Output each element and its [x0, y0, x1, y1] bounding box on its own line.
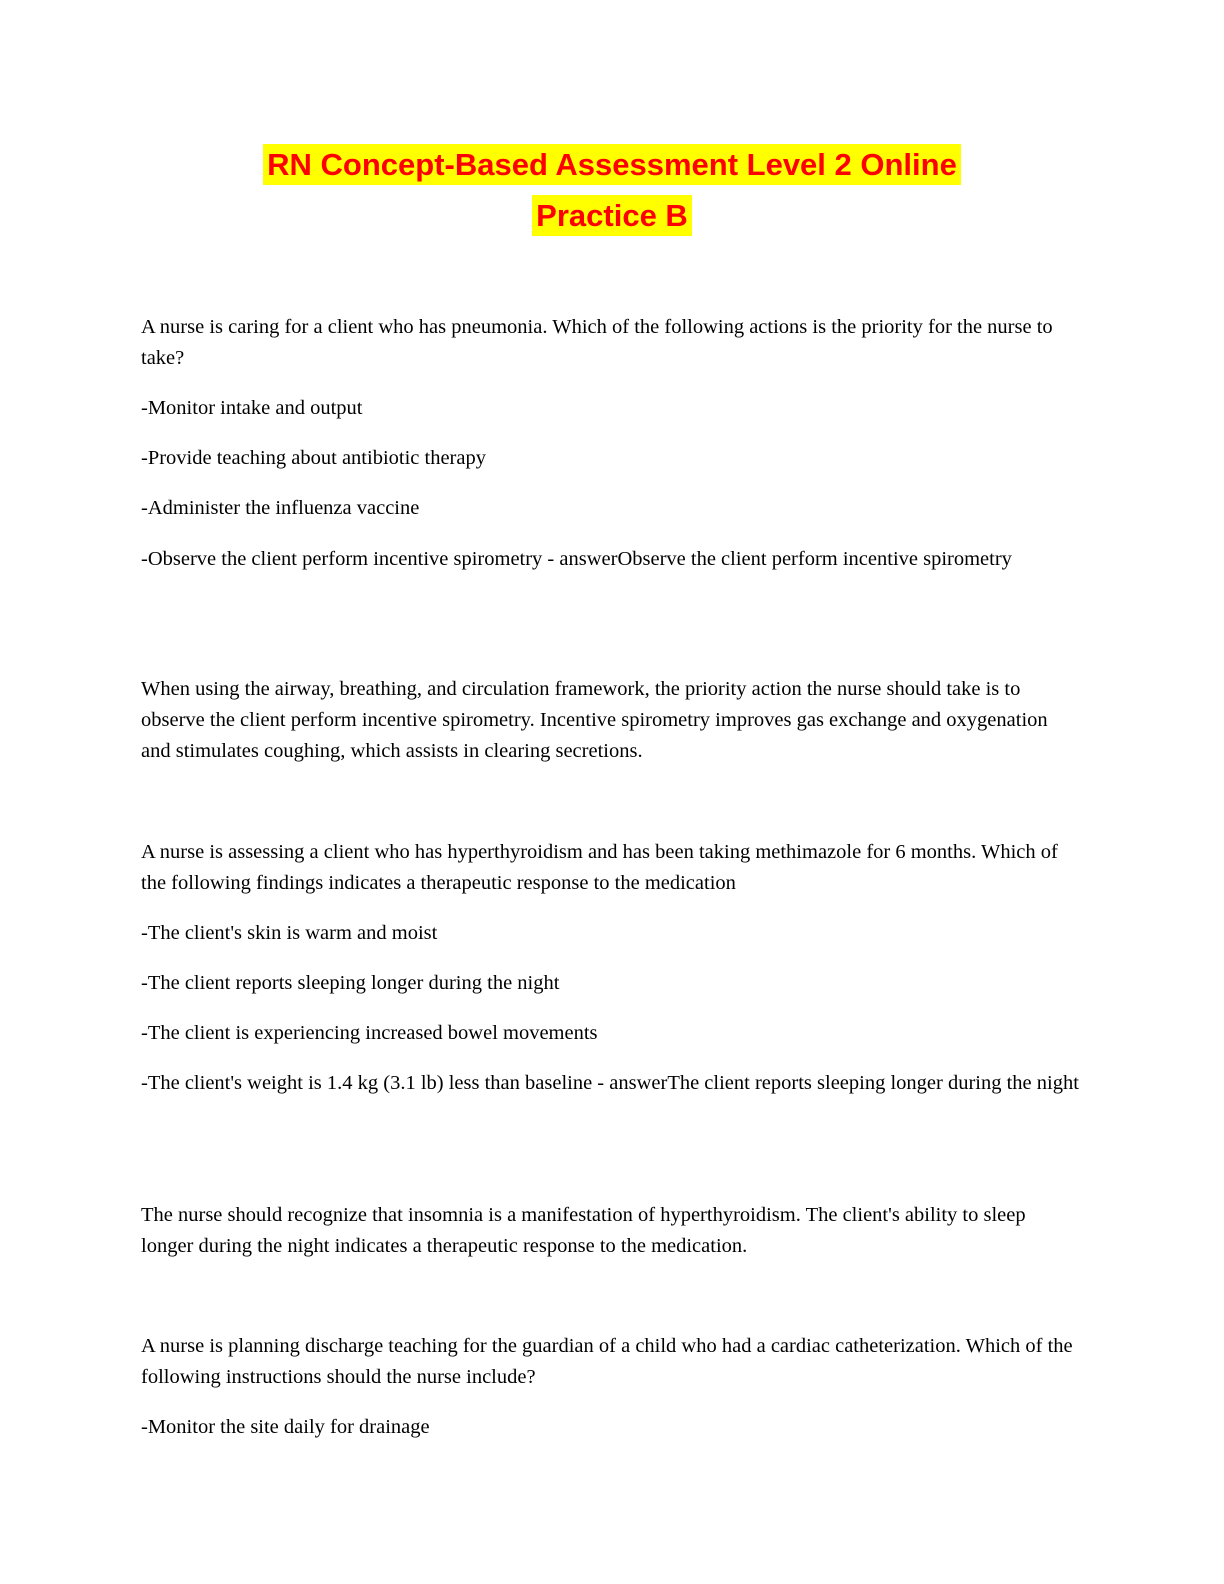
question-1-option-4-answer: -Observe the client perform incentive spirometry - answerObserve the client perform incentive spirometry	[141, 548, 1012, 570]
question-1-option-3: -Administer the influenza vaccine	[141, 497, 420, 519]
question-1-option-2: -Provide teaching about antibiotic therapy	[141, 447, 486, 469]
title-highlight: RN Concept-Based Assessment Level 2 Online	[263, 144, 961, 185]
question-2-option-1: -The client's skin is warm and moist	[141, 922, 438, 944]
question-2-option-3: -The client is experiencing increased bowel movements	[141, 1022, 598, 1044]
question-3-option-1: -Monitor the site daily for drainage	[141, 1416, 430, 1438]
document-title-line-1	[0, 146, 1224, 184]
question-3-stem: A nurse is planning discharge teaching for the guardian of a child who had a cardiac catheterization. Which of the following instructions should the nurse include?	[141, 1335, 1073, 1388]
question-1-stem: A nurse is caring for a client who has pneumonia. Which of the following actions is the priority for the nurse to take?	[141, 316, 1053, 369]
question-1-option-1: -Monitor intake and output	[141, 397, 363, 419]
question-2-stem: A nurse is assessing a client who has hyperthyroidism and has been taking methimazole for 6 months. Which of the following findings indicates a therapeutic response to the medication	[141, 841, 1058, 894]
question-2-rationale: The nurse should recognize that insomnia is a manifestation of hyperthyroidism. The client's ability to sleep longer during the night indicates a therapeutic response to the medication.	[141, 1204, 1026, 1257]
question-2-option-4-answer: -The client's weight is 1.4 kg (3.1 lb) less than baseline - answerThe client reports sleeping longer during the night	[141, 1072, 1079, 1094]
question-1-rationale: When using the airway, breathing, and circulation framework, the priority action the nurse should take is to observe the client perform incentive spirometry. Incentive spirometry improves gas exchange and oxygenation and stimulates coughing, which assists in clearing secretions.	[141, 678, 1048, 762]
title-highlight: Practice B	[532, 195, 692, 236]
document-title-line-2	[0, 197, 1224, 235]
question-2-option-2: -The client reports sleeping longer during the night	[141, 972, 560, 994]
